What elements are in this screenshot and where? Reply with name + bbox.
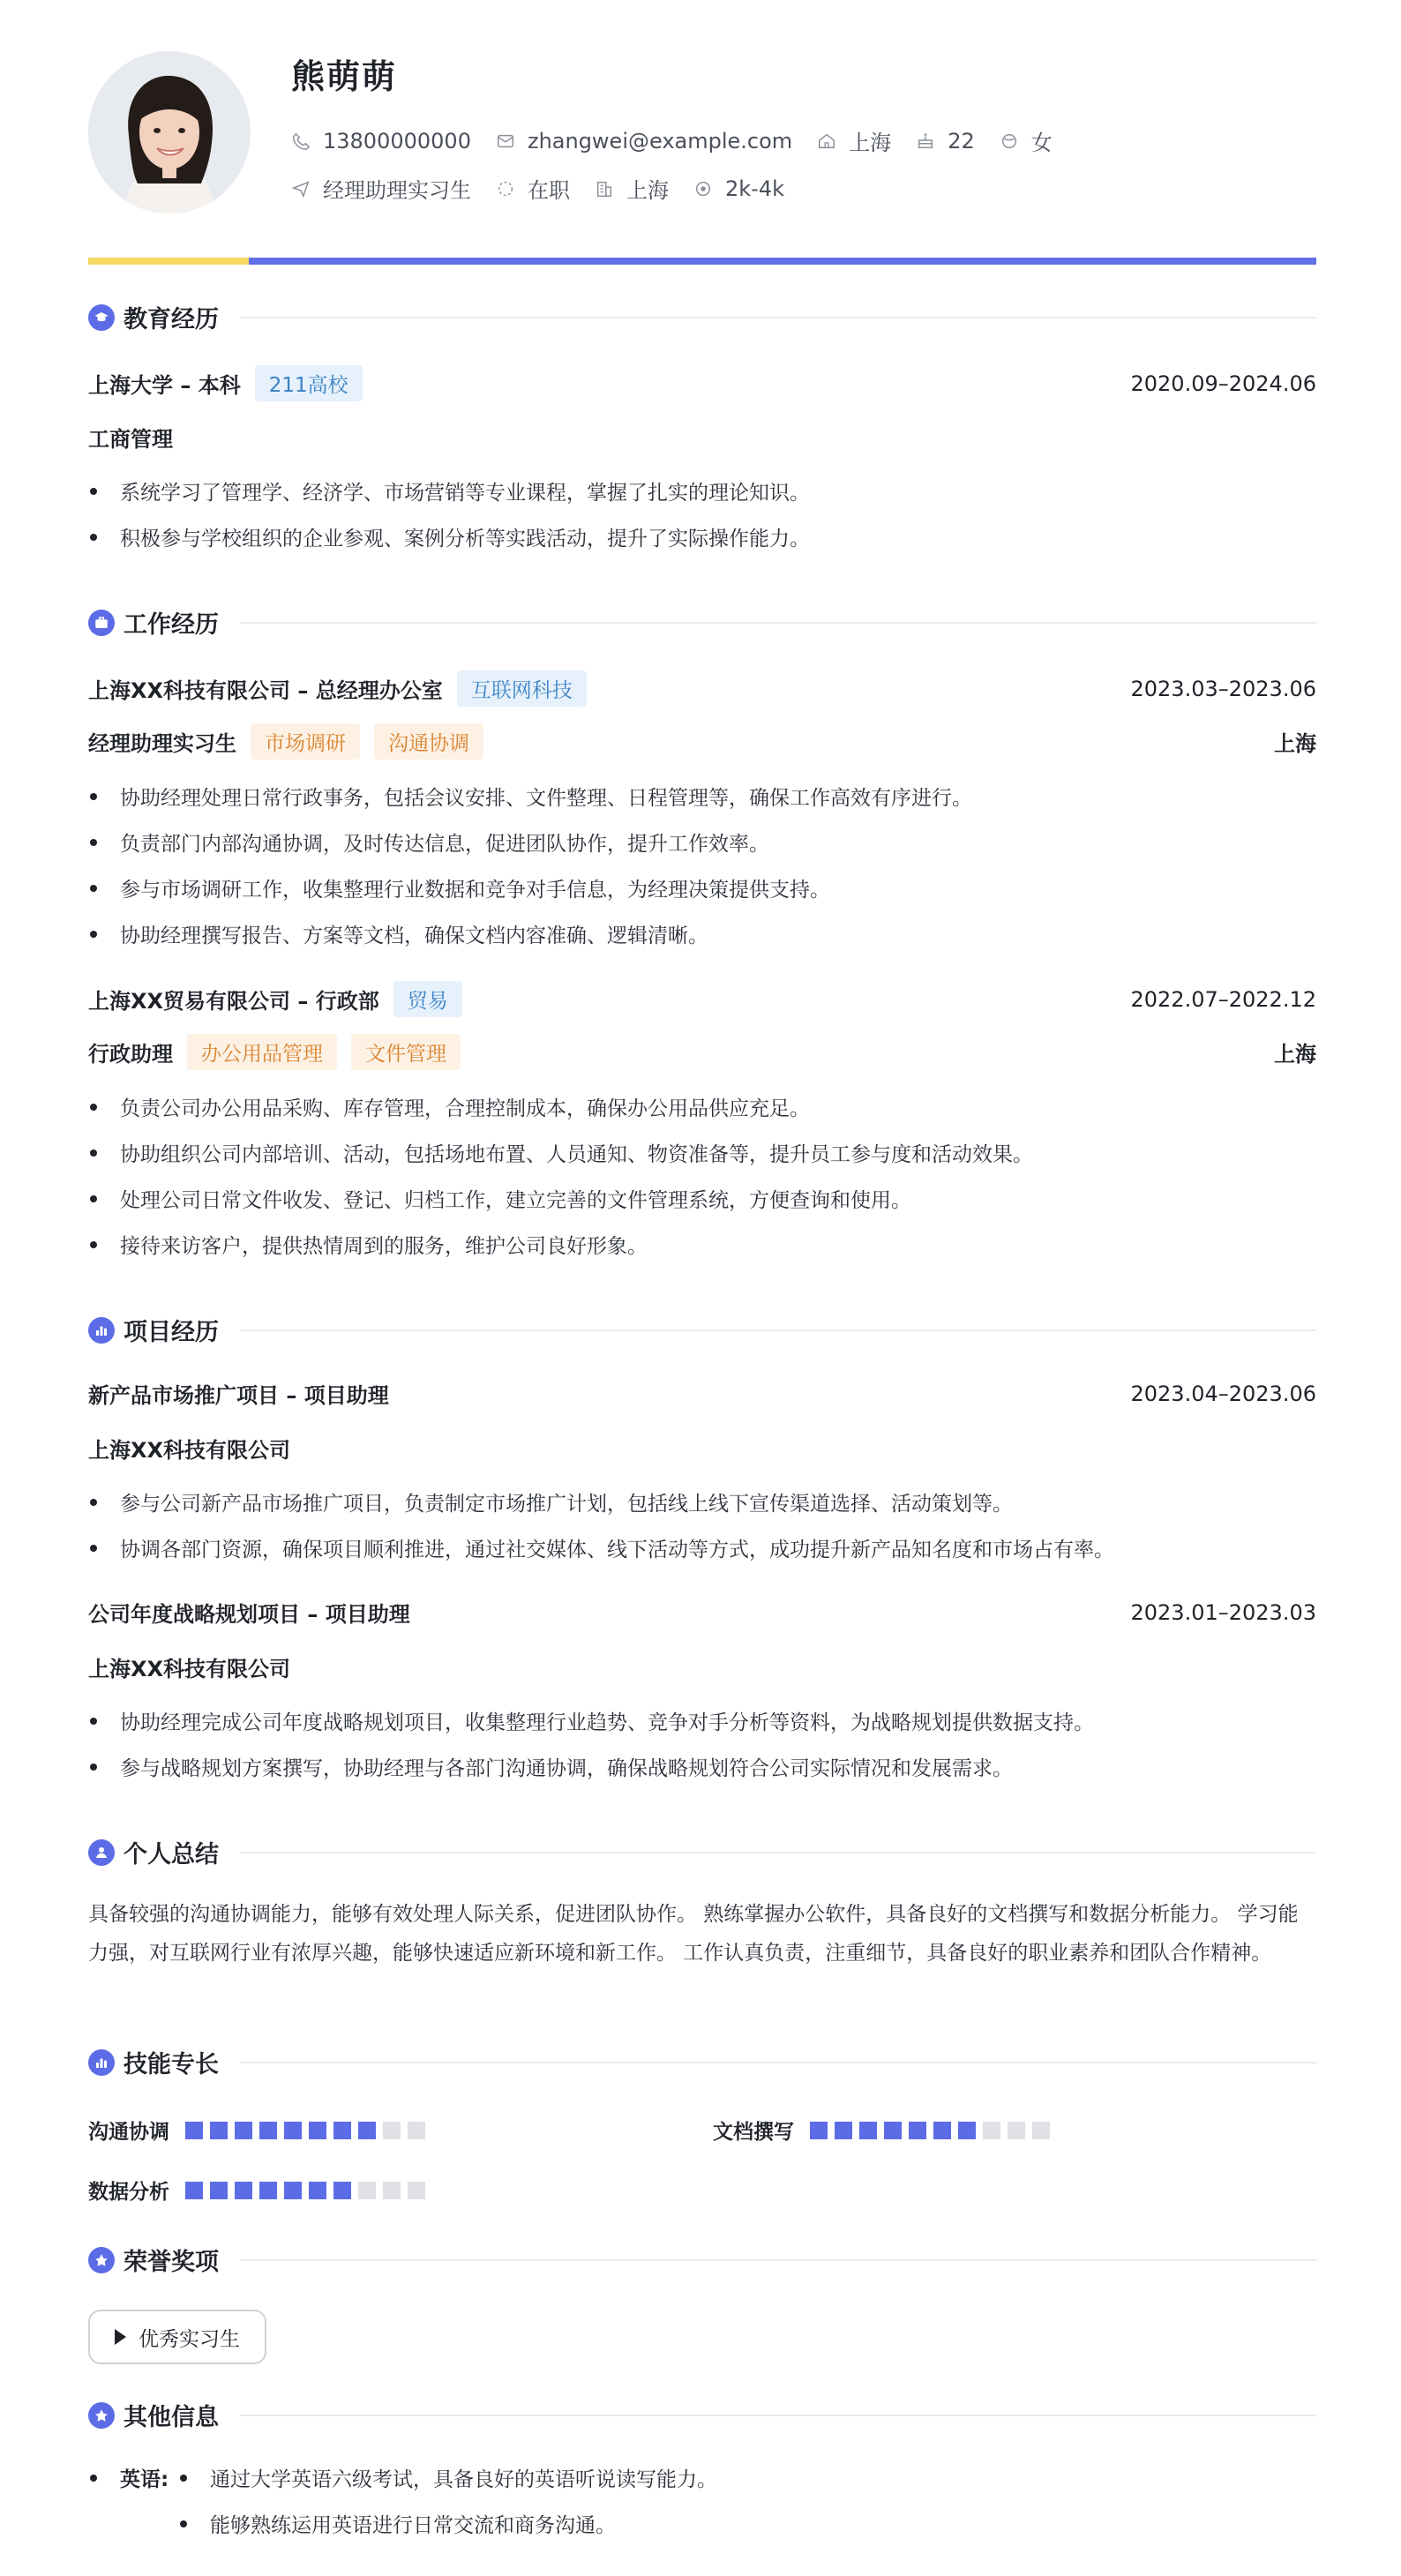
skill-level-filled (210, 2122, 228, 2139)
send-icon (291, 179, 311, 198)
section-skills (88, 2045, 1316, 2079)
work-city: 上海 (1274, 731, 1316, 756)
section-rule (240, 2062, 1316, 2063)
project-title: 公司年度战略规划项目 – 项目助理 (88, 1602, 410, 1627)
graduation-cap-icon (88, 304, 115, 331)
industry-tag: 互联网科技 (457, 670, 587, 707)
project-company: 上海XX科技有限公司 (88, 1657, 291, 1681)
company-name: 上海XX贸易有限公司 – 行政部 (88, 989, 379, 1014)
skill-level-filled (259, 2182, 277, 2199)
work-header-2 (88, 981, 1316, 1017)
phone-icon (291, 131, 311, 151)
skill-tag: 办公用品管理 (187, 1034, 337, 1070)
award-item-button[interactable] (88, 2310, 266, 2364)
section-rule (240, 1852, 1316, 1853)
major-row (88, 422, 1316, 453)
section-title-skills: 技能专长 (124, 2051, 219, 2078)
project-company-2 (88, 1651, 1316, 1682)
role-name: 行政助理 (88, 1042, 173, 1067)
skill-level-filled (884, 2122, 902, 2139)
skill-level-filled (958, 2122, 976, 2139)
skill-item (713, 2115, 1057, 2145)
skill-level-filled (210, 2182, 228, 2199)
section-work (88, 605, 1316, 640)
skill-level-empty (358, 2182, 376, 2199)
section-rule (240, 2415, 1316, 2416)
skill-level-filled (185, 2122, 203, 2139)
section-title-projects: 项目经历 (124, 1319, 219, 1346)
work-role-2 (88, 1034, 1316, 1070)
skill-level-empty (383, 2122, 401, 2139)
industry-tag: 贸易 (393, 981, 462, 1017)
briefcase-icon (88, 610, 115, 636)
age-value: 22 (948, 128, 975, 154)
skill-level-filled (933, 2122, 951, 2139)
job-intent-row (291, 173, 809, 204)
skill-level-filled (909, 2122, 926, 2139)
list-item: 接待来访客户，提供热情周到的服务，维护公司良好形象。 (88, 1230, 1316, 1259)
section-title-summary: 个人总结 (124, 1841, 219, 1868)
skill-level-filled (309, 2182, 326, 2199)
candidate-name: 熊萌萌 (291, 57, 398, 96)
avatar (88, 51, 251, 213)
list-item: 协助组织公司内部培训、活动，包括场地布置、人员通知、物资准备等，提升员工参与度和活动效果。 (88, 1138, 1316, 1167)
section-title-honors: 荣誉奖项 (124, 2249, 219, 2276)
play-icon (115, 2329, 126, 2345)
list-item: 负责部门内部沟通协调，及时传达信息，促进团队协作，提升工作效率。 (88, 827, 1316, 857)
loading-icon (496, 179, 515, 198)
summary-text: 具备较强的沟通协调能力，能够有效处理人际关系，促进团队协作。 熟练掌握办公软件，具备良好的文档撰写和数据分析能力。 学习能力强，对互联网行业有浓厚兴趣，能够快速适应新环境和新工作。 工作认真负责，注重细节，具备良好的职业素养和团队合作精神。 (88, 1903, 1299, 1965)
phone-item (291, 129, 471, 154)
section-rule (240, 622, 1316, 624)
list-item: 参与公司新产品市场推广项目，负责制定市场推广计划，包括线上线下宣传渠道选择、活动策划等。 (88, 1487, 1316, 1516)
language-label: 英语: (120, 2468, 169, 2491)
skill-level-filled (284, 2122, 302, 2139)
email-value[interactable]: zhangwei@example.com (527, 128, 793, 154)
list-item: 协助经理完成公司年度战略规划项目，收集整理行业趋势、竞争对手分析等资料，为战略规划提供数据支持。 (88, 1706, 1316, 1735)
project-company-1 (88, 1433, 1316, 1464)
salary-value: 2k-4k (725, 176, 784, 201)
skill-level-filled (859, 2122, 877, 2139)
list-item: 处理公司日常文件收发、登记、归档工作，建立完善的文件管理系统，方便查询和使用。 (88, 1184, 1316, 1213)
city-value: 上海 (626, 178, 669, 203)
skill-level-filled (358, 2122, 376, 2139)
list-item: 协调各部门资源，确保项目顺利推进，通过社交媒体、线下活动等方式，成功提升新产品知名度和市场占有率。 (88, 1533, 1316, 1562)
company-name: 上海XX科技有限公司 – 总经理办公室 (88, 678, 443, 703)
award-icon (88, 2402, 115, 2429)
age-item (916, 129, 975, 154)
section-summary (88, 1835, 1316, 1869)
skill-level-filled (185, 2182, 203, 2199)
contact-row (291, 125, 1077, 156)
position-value: 经理助理实习生 (323, 178, 471, 203)
skill-level-bar (185, 2182, 432, 2199)
list-item: 协助经理处理日常行政事务，包括会议安排、文件整理、日程管理等，确保工作高效有序进行。 (88, 782, 1316, 811)
award-label: 优秀实习生 (139, 2327, 240, 2351)
skill-level-filled (835, 2122, 852, 2139)
gender-item (1000, 125, 1053, 156)
skill-name: 数据分析 (88, 2181, 169, 2204)
major-name: 工商管理 (88, 427, 173, 452)
section-rule (240, 2259, 1316, 2261)
location-item (817, 125, 891, 156)
skill-name: 沟通协调 (88, 2121, 169, 2144)
skill-level-empty (1008, 2122, 1025, 2139)
skill-level-empty (1032, 2122, 1050, 2139)
section-projects (88, 1313, 1316, 1347)
section-title-other: 其他信息 (124, 2404, 219, 2431)
list-item: 能够熟练运用英语进行日常交流和商务沟通。 (180, 2509, 616, 2538)
list-item: 系统学习了管理学、经济学、市场营销等专业课程，掌握了扎实的理论知识。 (88, 476, 1316, 505)
status-value: 在职 (528, 178, 570, 203)
skill-level-empty (383, 2182, 401, 2199)
skill-level-bar (810, 2122, 1057, 2139)
section-honors (88, 2243, 1316, 2277)
skill-level-filled (284, 2182, 302, 2199)
bar-chart-icon (88, 2049, 115, 2076)
education-header (88, 365, 1316, 401)
work-date: 2023.03–2023.06 (1130, 676, 1316, 701)
section-education (88, 300, 1316, 334)
project-date: 2023.01–2023.03 (1130, 1599, 1316, 1625)
section-title-work: 工作经历 (124, 611, 219, 639)
skill-level-filled (333, 2122, 351, 2139)
email-item (496, 129, 792, 154)
building-icon (595, 179, 614, 198)
skill-level-filled (259, 2122, 277, 2139)
project-title: 新产品市场推广项目 – 项目助理 (88, 1383, 389, 1408)
coin-icon (693, 179, 713, 198)
skill-level-filled (235, 2182, 252, 2199)
skill-level-filled (235, 2122, 252, 2139)
list-item: 参与市场调研工作，收集整理行业数据和竞争对手信息，为经理决策提供支持。 (88, 873, 1316, 902)
school-tag: 211高校 (255, 365, 363, 401)
school-name: 上海大学 – 本科 (88, 373, 241, 398)
project-header-1 (88, 1378, 1316, 1409)
phone-value[interactable]: 13800000000 (323, 128, 471, 154)
list-item: 协助经理撰写报告、方案等文档，确保文档内容准确、逻辑清晰。 (88, 919, 1316, 948)
city-item (595, 173, 669, 204)
skill-tag: 文件管理 (351, 1034, 461, 1070)
gender-icon (1000, 131, 1019, 151)
education-date: 2020.09–2024.06 (1130, 371, 1316, 396)
header-divider (88, 258, 1316, 265)
work-header-1 (88, 670, 1316, 707)
gender-value: 女 (1030, 131, 1053, 155)
list-item: 通过大学英语六级考试，具备良好的英语听说读写能力。 (180, 2463, 717, 2492)
section-other (88, 2398, 1316, 2432)
list-item: 参与战略规划方案撰写，协助经理与各部门沟通协调，确保战略规划符合公司实际情况和发展需求。 (88, 1752, 1316, 1781)
skill-level-empty (983, 2122, 1000, 2139)
skill-tag: 沟通协调 (374, 723, 483, 760)
work-role-1 (88, 723, 1316, 760)
project-header-2 (88, 1597, 1316, 1628)
bar-chart-icon (88, 1317, 115, 1344)
skill-item (88, 2175, 432, 2205)
skill-tag: 市场调研 (251, 723, 360, 760)
language-label-row (88, 2463, 169, 2492)
skill-level-filled (333, 2182, 351, 2199)
list-item: 积极参与学校组织的企业参观、案例分析等实践活动，提升了实际操作能力。 (88, 522, 1316, 551)
project-date: 2023.04–2023.06 (1130, 1381, 1316, 1406)
section-rule (240, 317, 1316, 318)
project-company: 上海XX科技有限公司 (88, 1438, 291, 1463)
role-name: 经理助理实习生 (88, 731, 236, 756)
person-icon (88, 1839, 115, 1866)
list-item: 负责公司办公用品采购、库存管理，合理控制成本，确保办公用品供应充足。 (88, 1092, 1316, 1121)
award-icon (88, 2247, 115, 2273)
skill-name: 文档撰写 (713, 2121, 794, 2144)
header-divider-accent (88, 258, 249, 265)
skill-level-filled (810, 2122, 828, 2139)
location-value: 上海 (849, 131, 892, 155)
section-rule (240, 1329, 1316, 1331)
cake-icon (916, 131, 935, 151)
work-date: 2022.07–2022.12 (1130, 986, 1316, 1012)
work-city: 上海 (1274, 1042, 1316, 1067)
position-item (291, 173, 471, 204)
skill-level-empty (408, 2182, 425, 2199)
salary-item (693, 176, 784, 201)
skill-level-empty (408, 2122, 425, 2139)
mail-icon (496, 131, 515, 151)
status-item (496, 173, 570, 204)
skill-level-bar (185, 2122, 432, 2139)
section-title-education: 教育经历 (124, 306, 219, 333)
skill-item (88, 2115, 432, 2145)
home-icon (817, 131, 836, 151)
skill-level-filled (309, 2122, 326, 2139)
